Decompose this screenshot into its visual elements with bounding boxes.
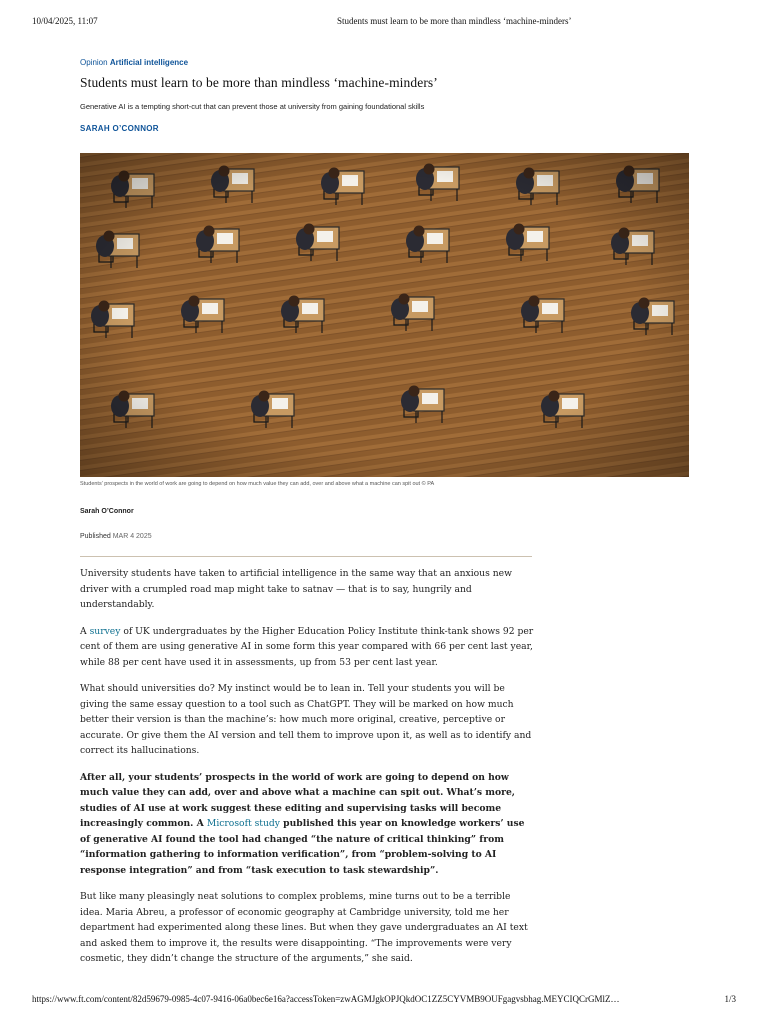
author-name[interactable]: Sarah O’Connor <box>80 508 134 515</box>
article-body <box>80 566 535 978</box>
paragraph-4 <box>80 770 535 879</box>
paragraph-3: What should universities do? My instinct would be to lean in. Tell your students you will be giving the same essay question to a tool such as ChatGPT. They will be marked on how much better their version is than the machine’s: how much more original, creative, perceptive or accurate. Or give them the AI version and tell them to improve upon it, as well as to identify and correct its hallucinations. <box>80 683 532 756</box>
microsoft-study-link[interactable]: Microsoft study <box>206 818 280 829</box>
kicker <box>80 58 690 67</box>
paragraph-5: But like many pleasingly neat solutions to complex problems, mine turns out to be a terrible idea. Maria Abreu, a professor of economic geography at Cambridge university, told me her department had experimented along these lines. But when they gave undergraduates an AI text and asked them to improve it, the results were disappointing. “The improvements were very cosmetic, they didn’t change the structure of the arguments,” she said. <box>80 891 528 964</box>
published-line <box>80 533 152 540</box>
article-figure <box>80 153 689 487</box>
paragraph-2 <box>80 624 535 671</box>
page-number: 1/3 <box>724 994 736 1004</box>
headline: Students must learn to be more than mindless ‘machine-minders’ <box>80 75 438 90</box>
published-date: MAR 4 2025 <box>112 533 152 540</box>
exam-hall-illustration <box>80 153 689 477</box>
survey-link[interactable]: survey <box>89 625 121 637</box>
paragraph-2-pre: A <box>80 625 90 637</box>
exam-hall-photo <box>80 153 689 477</box>
kicker-section-link[interactable]: Opinion <box>80 58 108 67</box>
article <box>80 56 690 964</box>
image-caption: Students’ prospects in the world of work are going to depend on how much value they can add, over and above what a machine can spit out © PA <box>80 481 435 487</box>
divider <box>80 556 532 557</box>
kicker-topic-link[interactable]: Artificial intelligence <box>109 58 189 67</box>
print-url: https://www.ft.com/content/82d59679-0985-4c07-9416-06a0bec6e16a?accessToken=zwAGMJgkOPJQkdOC1ZZ5CYVMB9OUFgagvsbhag.MEYCIQCrGMlZ… <box>32 994 620 1004</box>
paragraph-4-pre: After all, your students’ prospects in the world of work are going to depend on how much value they can add, over and above what a machine can spit out. What’s more, studies of AI use at work suggest these editing and supervising tasks will become increasingly common. A <box>80 771 516 829</box>
paragraph-4-post: published this year on knowledge workers’ use of generative AI found the tool had changed “the nature of critical thinking” from “information gathering to information verification”, from “problem-solving to AI response integration” and from “task execution to task stewardship”. <box>80 818 525 876</box>
print-datetime: 10/04/2025, 11:07 <box>32 16 98 26</box>
byline-author-link[interactable]: SARAH O’CONNOR <box>80 124 159 133</box>
print-footer <box>32 994 736 1008</box>
published-label: Published <box>80 533 111 540</box>
standfirst: Generative AI is a tempting short-cut that can prevent those at university from gaining foundational skills <box>80 102 425 111</box>
paragraph-2-post: of UK undergraduates by the Higher Education Policy Institute think-tank shows 92 per cent of them are using generative AI in some form this year compared with 66 per cent last year, while 88 per cent have used it in assessments, up from 53 per cent last year. <box>80 625 534 668</box>
print-page-title: Students must learn to be more than mindless ‘machine-minders’ <box>337 16 572 26</box>
paragraph-1: University students have taken to artificial intelligence in the same way that an anxious new driver with a crumpled road map might take to satnav — that is to say, hungrily and understandably. <box>80 568 512 610</box>
print-header <box>32 16 736 30</box>
